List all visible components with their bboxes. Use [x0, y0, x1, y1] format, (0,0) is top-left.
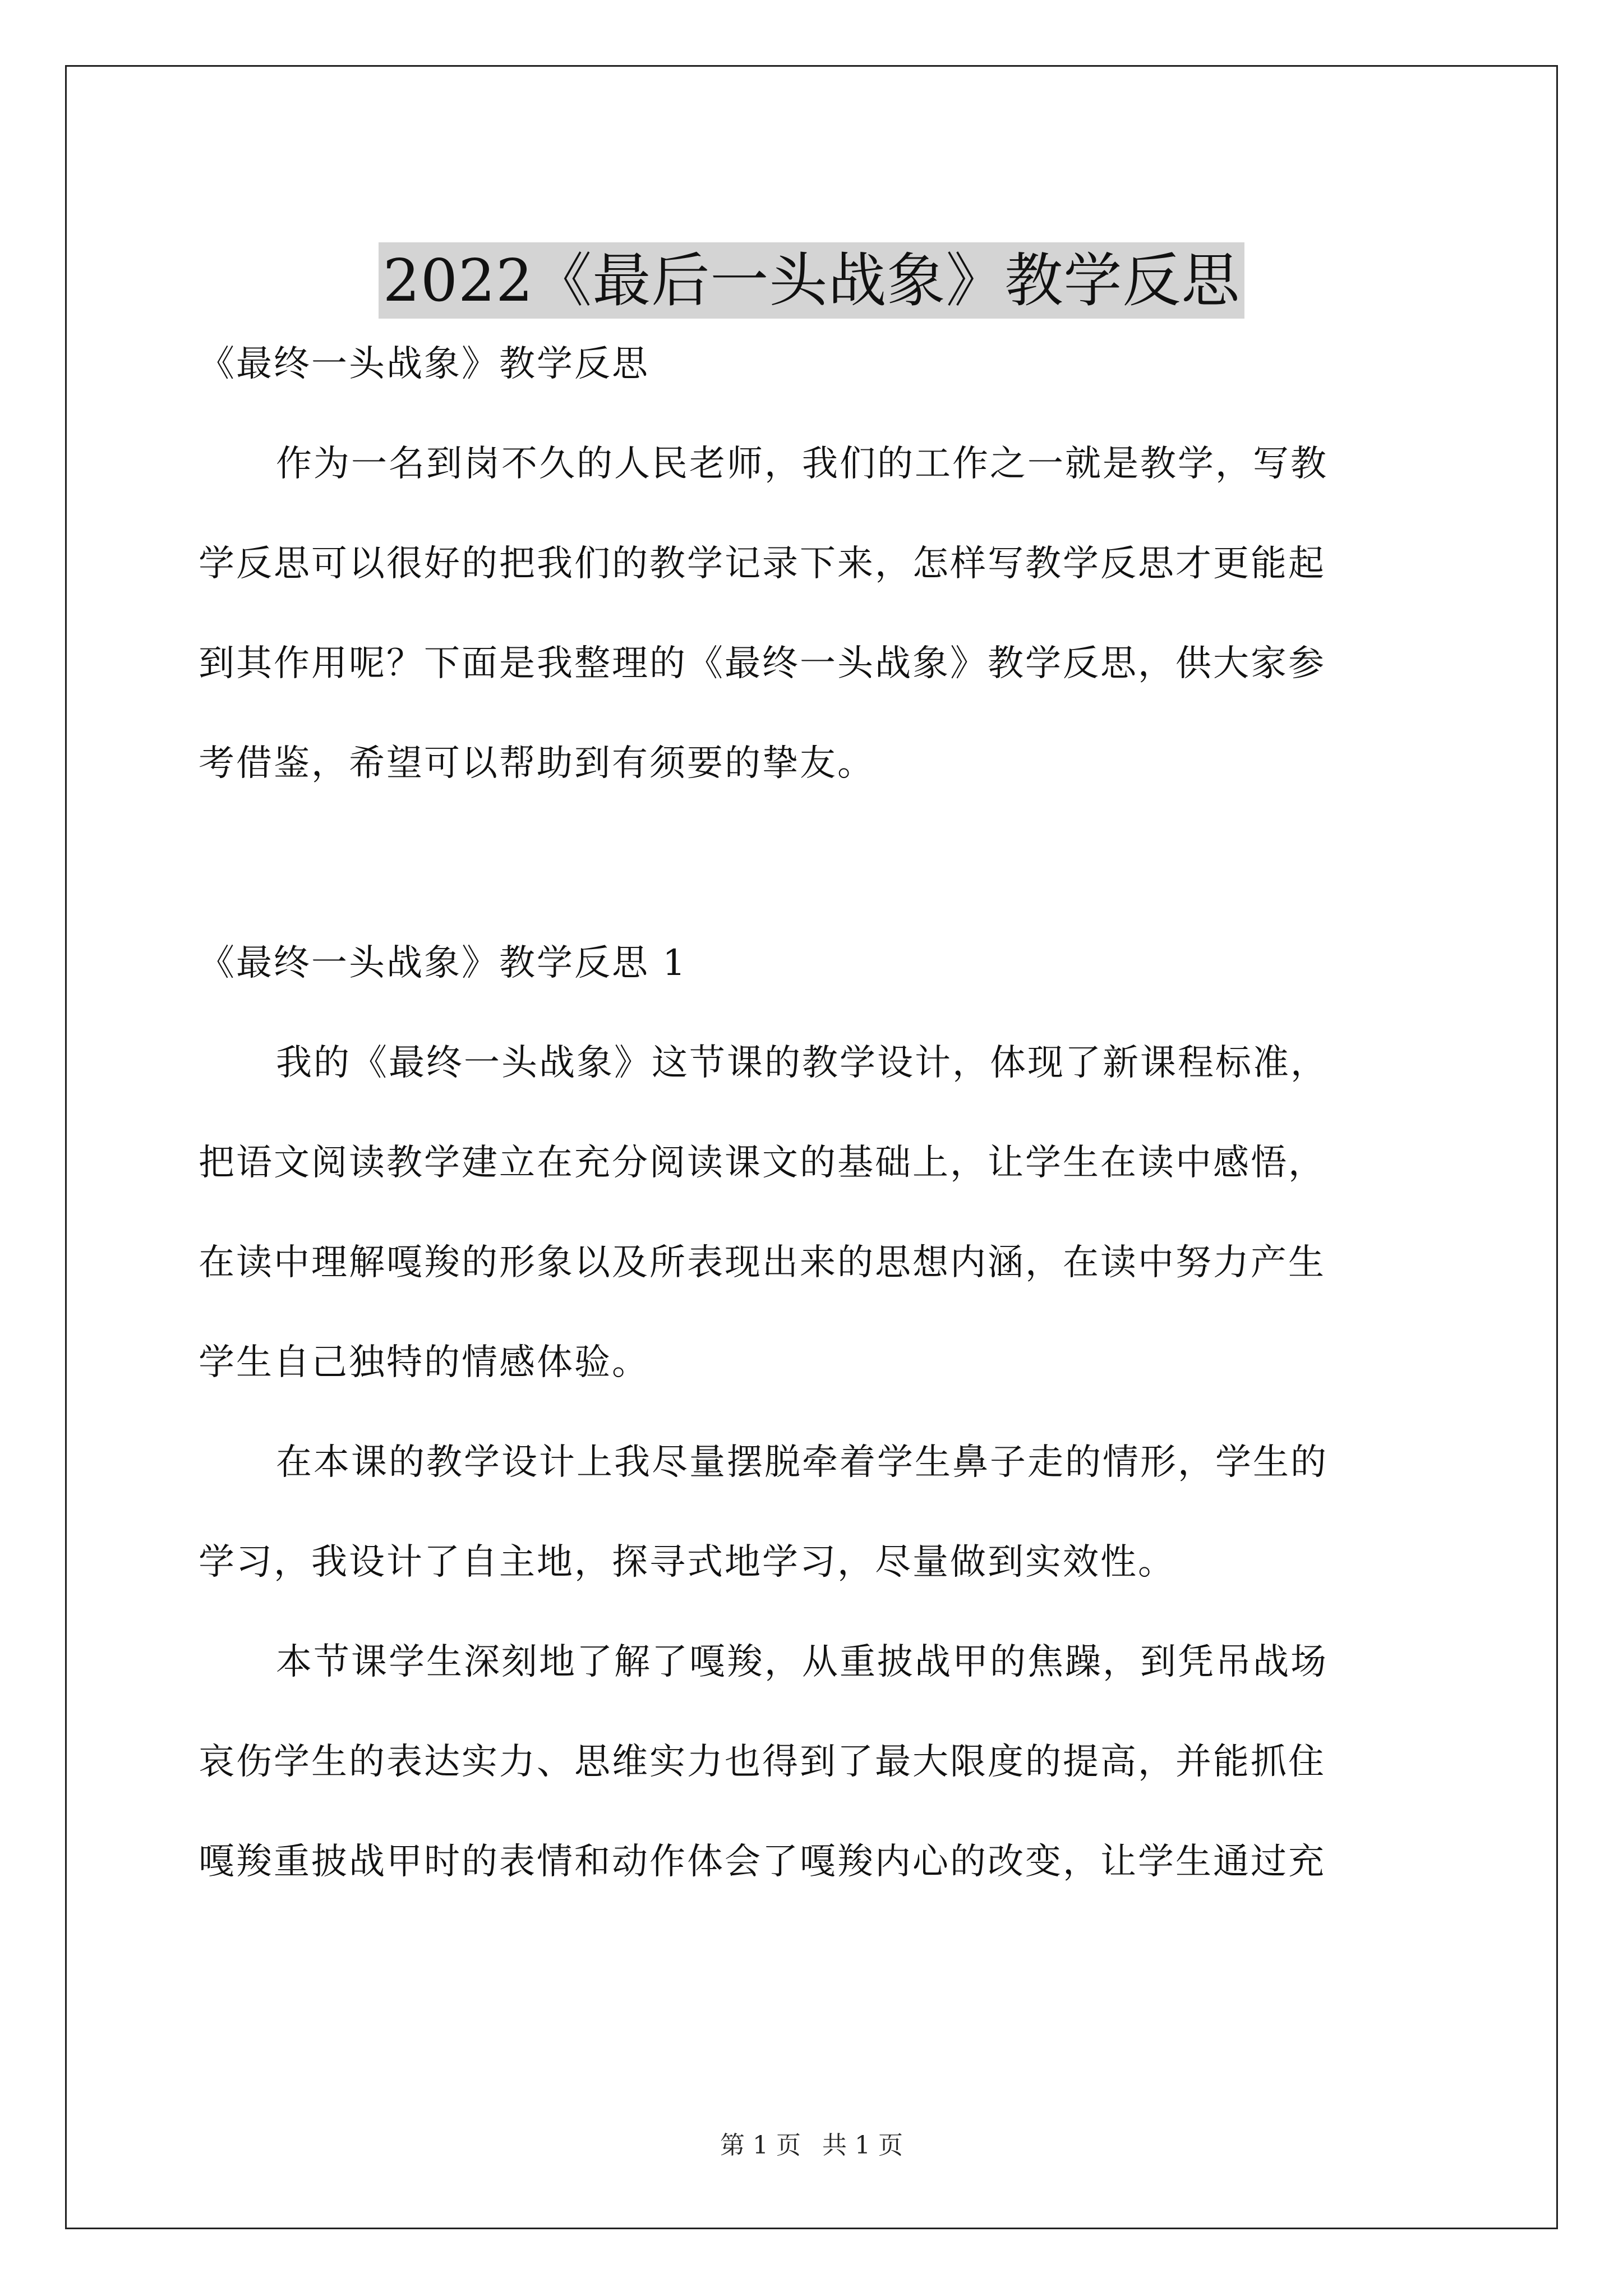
section-heading: 《最终一头战象》教学反思 1	[199, 942, 688, 984]
paragraph-line: 把语文阅读教学建立在充分阅读课文的基础上，让学生在读中感悟，	[199, 1142, 1326, 1184]
paragraph-line: 学生自己独特的情感体验。	[199, 1342, 649, 1383]
paragraph-line: 嘎羧重披战甲时的表情和动作体会了嘎羧内心的改变，让学生通过充	[199, 1841, 1326, 1883]
paragraph-line: 在读中理解嘎羧的形象以及所表现出来的思想内涵，在读中努力产生	[199, 1242, 1326, 1283]
paragraph-line: 考借鉴，希望可以帮助到有须要的挚友。	[199, 743, 875, 784]
document-title: 2022《最后一头战象》教学反思	[379, 242, 1245, 319]
paragraph-2	[199, 1412, 1438, 1612]
spacer	[199, 813, 1438, 913]
paragraph-line: 作为一名到岗不久的人民老师，我们的工作之一就是教学，写教	[276, 443, 1328, 485]
paragraph-line: 本节课学生深刻地了解了嘎羧，从重披战甲的焦躁，到凭吊战场	[276, 1641, 1328, 1683]
page-footer	[0, 2129, 1623, 2162]
paragraph-line: 学反思可以很好的把我们的教学记录下来，怎样写教学反思才更能起	[199, 543, 1326, 585]
paragraph-line: 在本课的教学设计上我尽量摆脱牵着学生鼻子走的情形，学生的	[276, 1442, 1328, 1483]
document-body	[199, 314, 1438, 1912]
page-number-total: 共 1 页	[822, 2131, 903, 2160]
paragraph-line: 我的《最终一头战象》这节课的教学设计，体现了新课程标准，	[276, 1042, 1328, 1084]
paragraph-line: 到其作用呢？下面是我整理的《最终一头战象》教学反思，供大家参	[199, 643, 1326, 684]
page-number-current: 第 1 页	[720, 2131, 801, 2160]
paragraph-line: 学习，我设计了自主地，探寻式地学习，尽量做到实效性。	[199, 1542, 1175, 1583]
paragraph-3	[199, 1612, 1438, 1912]
paragraph-1	[199, 1013, 1438, 1412]
paragraph-line: 哀伤学生的表达实力、思维实力也得到了最大限度的提高，并能抓住	[199, 1741, 1326, 1783]
intro-paragraph	[199, 414, 1438, 813]
document-subtitle: 《最终一头战象》教学反思	[199, 343, 649, 385]
